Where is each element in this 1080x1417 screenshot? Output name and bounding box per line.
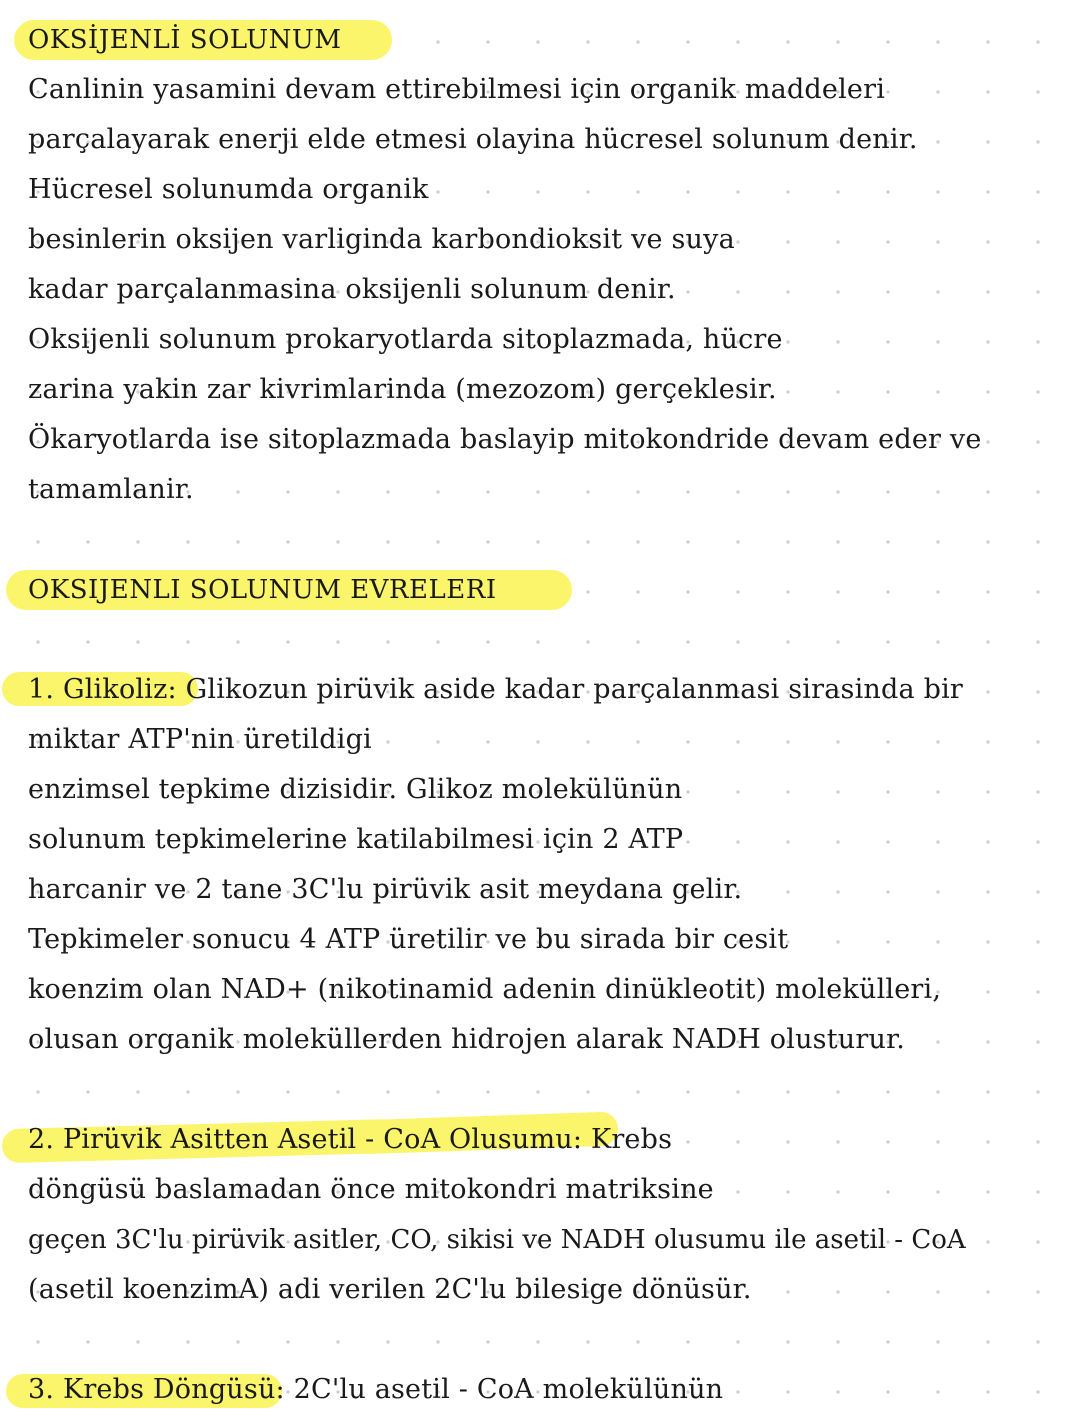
paragraph-line: kadar parçalanmasina oksijenli solunum denir. [28,274,676,305]
paragraph-line: Ökaryotlarda ise sitoplazmada baslayip mitokondride devam eder ve [28,424,982,455]
glikoliz-label: 1. Glikoliz: [28,674,177,705]
paragraph-line: enzimsel tepkime dizisidir. Glikoz molekülünün [28,774,683,805]
paragraph-line: solunum tepkimelerine katilabilmesi için 2 ATP [28,824,684,855]
paragraph-line: besinlerin oksijen varliginda karbondioksit ve suya [28,224,735,255]
krebs-text: 2C'lu asetil - CoA molekülünün [293,1374,724,1405]
paragraph-line: koenzim olan NAD+ (nikotinamid adenin dinükleotit) molekülleri, [28,974,942,1005]
page-title: OKSİJENLİ SOLUNUM [28,25,342,55]
paragraph-line: döngüsü baslamadan önce mitokondri matriksine [28,1174,714,1205]
paragraph-line: Hücresel solunumda organik [28,174,429,205]
paragraph-line: Canlinin yasamini devam ettirebilmesi için organik maddeleri [28,74,886,105]
asetil-text: Krebs [590,1124,673,1155]
paragraph-line: olusan organik moleküllerden hidrojen alarak NADH olusturur. [28,1024,905,1055]
asetil-label: 2. Pirüvik Asitten Asetil - CoA Olusumu: [28,1124,583,1155]
glikoliz-first-line [28,665,963,715]
paragraph-line: harcanir ve 2 tane 3C'lu pirüvik asit meydana gelir. [28,874,743,905]
glikoliz-text: Glikozun pirüvik aside kadar parçalanmasi sirasinda bir [185,674,964,705]
paragraph-line: parçalayarak enerji elde etmesi olayina hücresel solunum denir. [28,124,918,155]
paragraph-line: (asetil koenzimA) adi verilen 2C'lu bilesige dönüsür. [28,1274,752,1305]
paragraph-line: tamamlanir. [28,474,194,505]
asetil-first-line [28,1115,672,1165]
paragraph-line: geçen 3C'lu pirüvik asitler, CO, sikisi ve NADH olusumu ile asetil - CoA [28,1225,966,1255]
paragraph-line: zarina yakin zar kivrimlarinda (mezozom) gerçeklesir. [28,374,777,405]
paragraph-line: miktar ATP'nin üretildigi [28,724,372,755]
krebs-first-line [28,1365,723,1415]
section-title: OKSIJENLI SOLUNUM EVRELERI [28,575,497,605]
paragraph-line: Oksijenli solunum prokaryotlarda sitoplazmada, hücre [28,324,783,355]
paragraph-line: Tepkimeler sonucu 4 ATP üretilir ve bu sirada bir cesit [28,924,789,955]
krebs-label: 3. Krebs Döngüsü: [28,1374,285,1405]
